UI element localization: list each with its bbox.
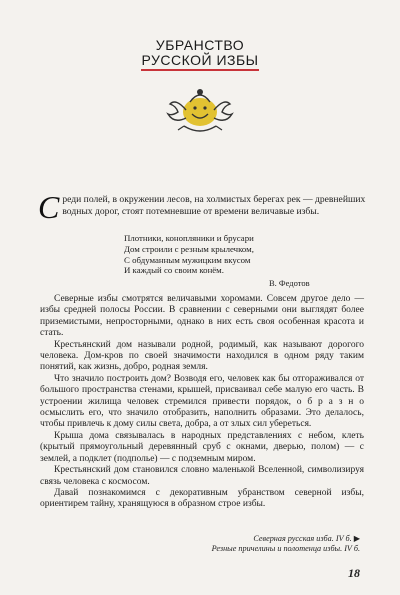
reference-item: Резные причелины и полотенца избы. IV б. xyxy=(211,544,360,553)
poem-epigraph xyxy=(124,233,344,276)
page-title xyxy=(0,38,400,71)
arrow-right-icon: ▶ xyxy=(353,534,360,543)
reference-item: Северная русская изба. IV б. xyxy=(253,534,352,543)
poem-line: Дом строили с резным крылечком, xyxy=(124,243,254,254)
intro-paragraph xyxy=(38,189,368,225)
folk-ornament-icon xyxy=(164,80,236,140)
body-paragraph: Давай познакомимся с декоративным убранством северной избы, ориентирем тайну, хранящуюся в образном строе избы. xyxy=(40,487,364,510)
page-number: 18 xyxy=(348,566,360,580)
poem-author: В. Федотов xyxy=(269,278,310,288)
body-paragraph: Крестьянский дом становился словно маленькой Вселенной, символизируя связь человека с космосом. xyxy=(40,465,364,487)
title-line-1: УБРАНСТВО xyxy=(155,37,245,53)
poem-line: С обдуманным мужицким вкусом xyxy=(124,254,251,265)
illustration-references xyxy=(212,534,360,554)
poem-line: Плотники, конопляники и брусари xyxy=(124,233,254,243)
drop-cap: С xyxy=(38,189,60,225)
body-paragraph: Крестьянский дом называли родной, родимый, как называют дорогого человека. Дом-кров по своей значимости находился в одном ряду таким понятий, как жизнь, добро, родная земля. xyxy=(40,339,364,373)
body-paragraph: Что значило построить дом? Возводя его, человек как бы отгораживался от большого пространства стенами, крышей, присваивал себе малую его часть. В устроении жилища человек стремился привести порядок, о б р а з н о осмыслить его, что значило отобразить, наполнить образами. Это делалось, чтобы привлечь к дому силы света, добра, а от злых сил убереться. xyxy=(40,373,364,430)
body-paragraph: Крыша дома связывалась в народных представлениях с небом, клеть (крытый прямоугольный деревянный сруб с окнами, дверью, полом) — с землей, а подклет (подполье) — с подземным миром. xyxy=(40,430,364,464)
title-line-2: РУССКОЙ ИЗБЫ xyxy=(141,53,258,71)
poem-line: И каждый со своим конём. xyxy=(124,265,224,276)
body-text xyxy=(40,294,364,511)
body-paragraph: Северные избы смотрятся величавыми хоромами. Совсем другое дело — избы средней полосы России. В сравнении с северными они выглядят более приземистыми, непросторными, однако в них есть своя особенная красота и стать. xyxy=(40,294,364,339)
intro-text: реди полей, в окружении лесов, на холмистых берегах рек — древнейших водных дорог, стоят потемневшие от времени величавые избы. xyxy=(62,194,366,217)
